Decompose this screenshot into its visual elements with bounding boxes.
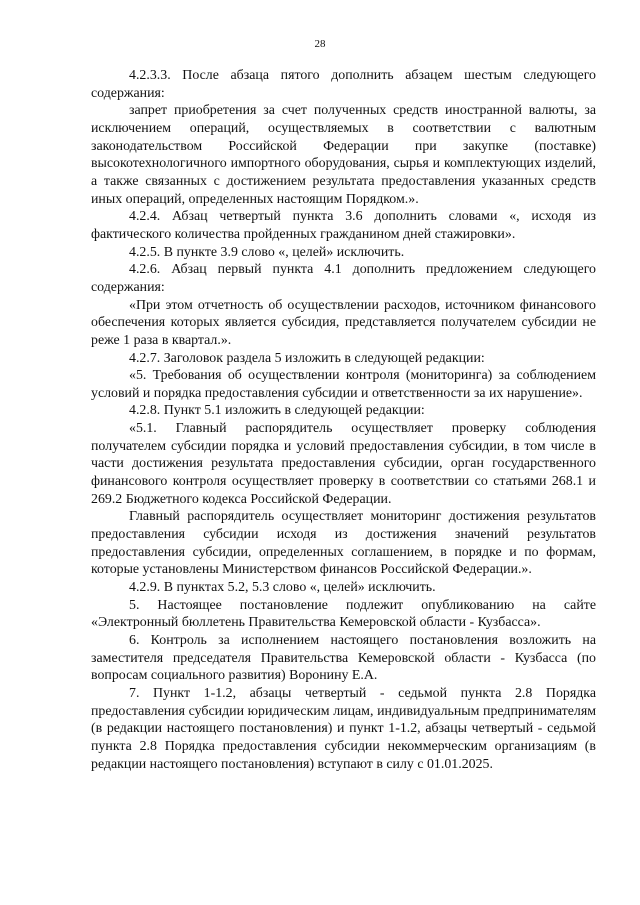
paragraph-4-2-6: 4.2.6. Абзац первый пункта 4.1 дополнить предложением следующего содержания:	[91, 262, 596, 295]
paragraph-6-control: 6. Контроль за исполнением настоящего постановления возложить на заместителя председателя Правительства Кемеровской области - Кузбасса (по вопросам социального развития) Воронину Е.А.	[91, 633, 596, 684]
paragraph-4-2-8: 4.2.8. Пункт 5.1 изложить в следующей редакции:	[129, 403, 425, 419]
paragraph-section-5-title: «5. Требования об осуществлении контроля (мониторинга) за соблюдением условий и порядка предоставления субсидии и ответственности за их нарушение».	[91, 368, 596, 401]
paragraph-reporting: «При этом отчетность об осуществлении расходов, источником финансового обеспечения которых является субсидия, представляется получателем субсидии не реже 1 раза в квартал.».	[91, 297, 596, 348]
paragraph-monitoring: Главный распорядитель осуществляет мониторинг достижения результатов предоставления субсидии исходя из достижения значений результатов предоставления субсидии, определенных соглашением, в порядке и по формам, которые установлены Министерством финансов Российской Федерации.».	[91, 509, 596, 578]
paragraph-4-2-7: 4.2.7. Заголовок раздела 5 изложить в следующей редакции:	[129, 350, 485, 366]
paragraph-currency-ban: запрет приобретения за счет полученных средств иностранной валюты, за исключением операций, осуществляемых в соответствии с валютным законодательством Российской Федерации при закупке (поставке) высокотехнологичного импортного оборудования, сырья и комплектующих изделий, а также связанных с достижением результата предоставления указанных средств иных операций, определенных настоящим Порядком.».	[91, 103, 596, 207]
paragraph-4-2-4: 4.2.4. Абзац четвертый пункта 3.6 дополнить словами «, исходя из фактического количества пройденных гражданином дней стажировки».	[91, 209, 596, 242]
page-number: 28	[314, 38, 326, 50]
paragraph-5-1: «5.1. Главный распорядитель осуществляет проверку соблюдения получателем субсидии порядка и условий предоставления субсидии, в том числе в части достижения результата предоставления субсидии, орган государственного финансового контроля осуществляет проверку в соответствии со статьями 268.1 и 269.2 Бюджетного кодекса Российской Федерации.	[91, 421, 596, 507]
paragraph-5-publication: 5. Настоящее постановление подлежит опубликованию на сайте «Электронный бюллетень Правительства Кемеровской области - Кузбасса».	[91, 597, 596, 631]
paragraph-4-2-5: 4.2.5. В пункте 3.9 слово «, целей» исключить.	[129, 244, 405, 260]
paragraph-4-2-9: 4.2.9. В пунктах 5.2, 5.3 слово «, целей» исключить.	[129, 580, 436, 596]
paragraph-7-effective-date: 7. Пункт 1-1.2, абзацы четвертый - седьмой пункта 2.8 Порядка предоставления субсидии юридическим лицам, индивидуальным предпринимателям (в редакции настоящего постановления) и пункт 1-1.2, абзацы четвертый - седьмой пункта 2.8 Порядка предоставления субсидии некоммерческим организациям (в редакции настоящего постановления) вступают в силу с 01.01.2025.	[91, 685, 596, 772]
document-body	[91, 67, 596, 773]
paragraph-4-2-3-3: 4.2.3.3. После абзаца пятого дополнить абзацем шестым следующего содержания:	[91, 68, 596, 101]
